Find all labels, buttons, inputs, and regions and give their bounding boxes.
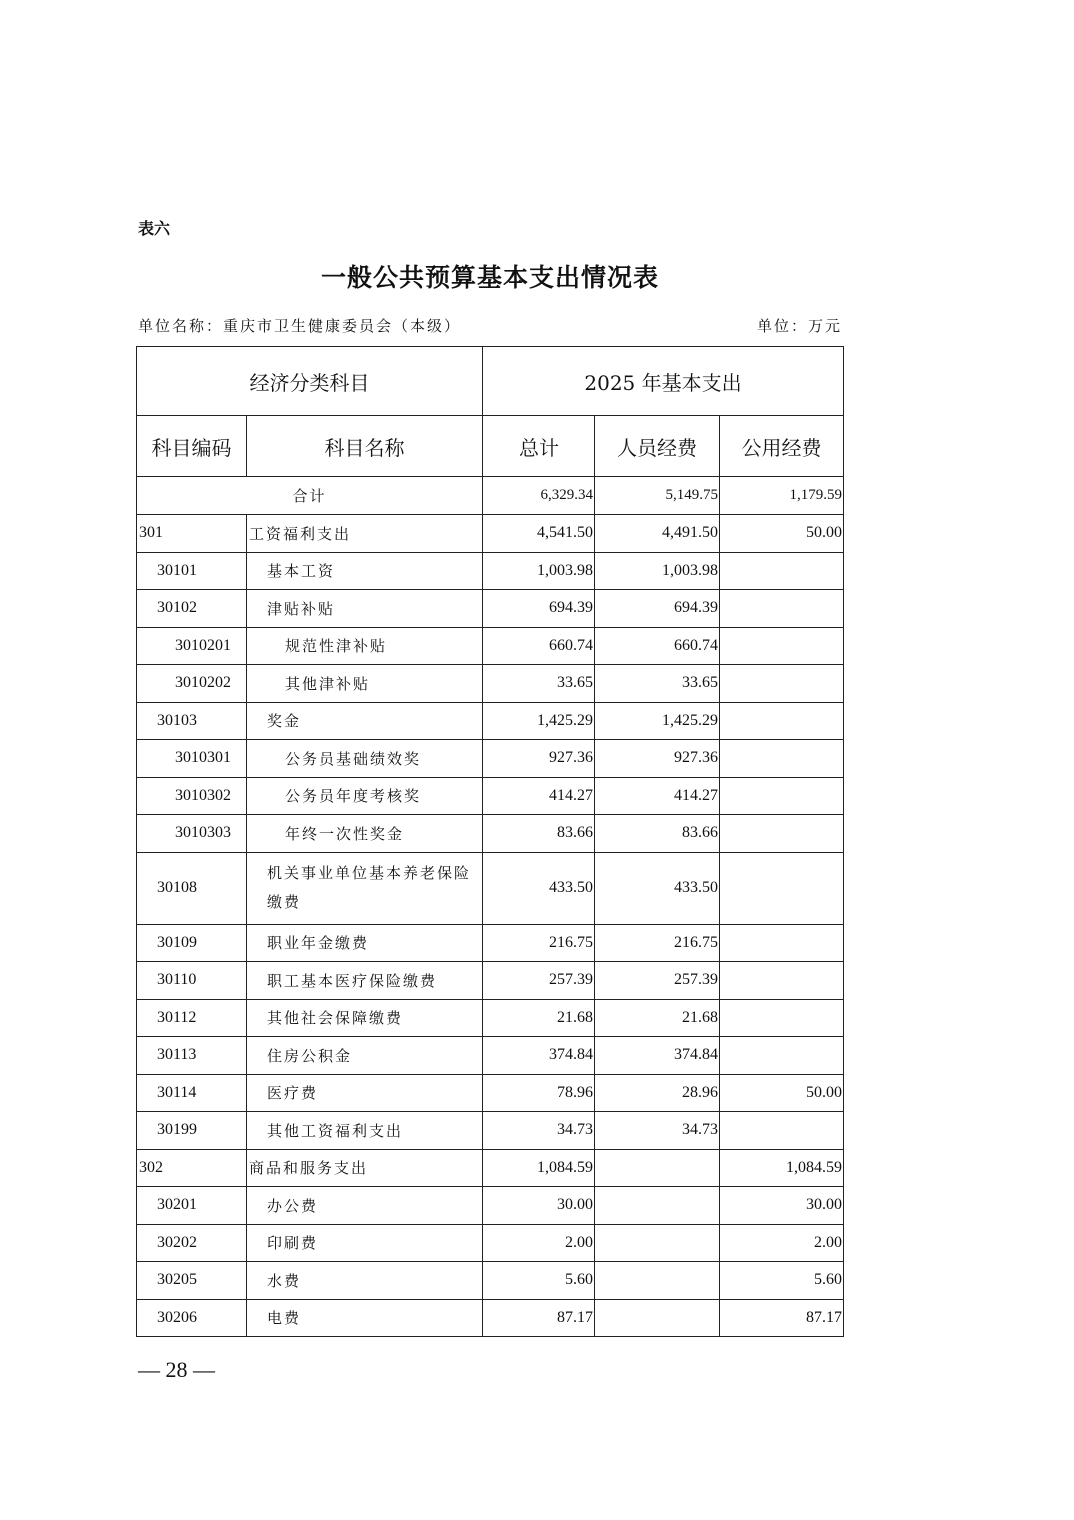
row-name: 电费: [247, 1299, 483, 1337]
row-total: 257.39: [483, 962, 595, 1000]
row-personnel: 4,491.50: [595, 515, 720, 553]
row-name: 其他津补贴: [247, 665, 483, 703]
total-personnel: 5,149.75: [595, 477, 720, 515]
row-personnel: 257.39: [595, 962, 720, 1000]
row-total: 83.66: [483, 815, 595, 853]
table-row: [137, 702, 844, 740]
table-row: [137, 1224, 844, 1262]
row-total: 78.96: [483, 1074, 595, 1112]
table-row: [137, 515, 844, 553]
row-public: [720, 702, 844, 740]
row-name: 津贴补贴: [247, 590, 483, 628]
row-personnel: 21.68: [595, 999, 720, 1037]
total-total: 6,329.34: [483, 477, 595, 515]
row-code: 30205: [137, 1262, 247, 1300]
table-row: [137, 924, 844, 962]
row-code: 30112: [137, 999, 247, 1037]
row-public: 50.00: [720, 1074, 844, 1112]
row-code: 30103: [137, 702, 247, 740]
row-code: 3010202: [137, 665, 247, 703]
row-name: 住房公积金: [247, 1037, 483, 1075]
row-code: 30113: [137, 1037, 247, 1075]
row-name: 基本工资: [247, 552, 483, 590]
row-total: 2.00: [483, 1224, 595, 1262]
table-row: [137, 665, 844, 703]
table-row: [137, 962, 844, 1000]
row-public: [720, 740, 844, 778]
row-public: [720, 777, 844, 815]
row-personnel: [595, 1299, 720, 1337]
row-code: 30206: [137, 1299, 247, 1337]
total-row: [137, 477, 844, 515]
table-row: [137, 590, 844, 628]
row-public: [720, 999, 844, 1037]
table-label: 表六: [138, 219, 171, 238]
row-personnel: 1,425.29: [595, 702, 720, 740]
row-name: 年终一次性奖金: [247, 815, 483, 853]
table-row: [137, 1187, 844, 1225]
row-public: [720, 962, 844, 1000]
row-total: 433.50: [483, 852, 595, 924]
row-public: 2.00: [720, 1224, 844, 1262]
row-total: 4,541.50: [483, 515, 595, 553]
table-row: [137, 1112, 844, 1150]
row-code: 30114: [137, 1074, 247, 1112]
row-total: 1,084.59: [483, 1149, 595, 1187]
row-personnel: 28.96: [595, 1074, 720, 1112]
row-code: 30110: [137, 962, 247, 1000]
row-public: [720, 627, 844, 665]
row-name: 医疗费: [247, 1074, 483, 1112]
row-total: 660.74: [483, 627, 595, 665]
table-row: [137, 1074, 844, 1112]
row-personnel: 433.50: [595, 852, 720, 924]
row-name: 水费: [247, 1262, 483, 1300]
row-personnel: 1,003.98: [595, 552, 720, 590]
row-personnel: 927.36: [595, 740, 720, 778]
row-public: [720, 665, 844, 703]
row-public: [720, 1112, 844, 1150]
table-row: [137, 1299, 844, 1337]
row-public: [720, 852, 844, 924]
row-total: 694.39: [483, 590, 595, 628]
row-name: 公务员年度考核奖: [247, 777, 483, 815]
total-public: 1,179.59: [720, 477, 844, 515]
header-name: 科目名称: [247, 416, 483, 477]
row-total: 33.65: [483, 665, 595, 703]
row-total: 34.73: [483, 1112, 595, 1150]
row-code: 3010303: [137, 815, 247, 853]
row-total: 21.68: [483, 999, 595, 1037]
header-total: 总计: [483, 416, 595, 477]
row-total: 1,425.29: [483, 702, 595, 740]
table-row: [137, 999, 844, 1037]
table-row: [137, 552, 844, 590]
header-public: 公用经费: [720, 416, 844, 477]
row-personnel: [595, 1187, 720, 1225]
unit-name: 单位名称：重庆市卫生健康委员会（本级）: [138, 317, 462, 335]
row-personnel: [595, 1262, 720, 1300]
row-name: 机关事业单位基本养老保险缴费: [247, 852, 483, 924]
header-economic-category: 经济分类科目: [137, 347, 483, 416]
row-total: 87.17: [483, 1299, 595, 1337]
row-code: 30102: [137, 590, 247, 628]
row-name: 其他工资福利支出: [247, 1112, 483, 1150]
row-personnel: 660.74: [595, 627, 720, 665]
header-basic-expenditure: 2025 年基本支出: [483, 347, 844, 416]
row-code: 30101: [137, 552, 247, 590]
page-number: — 28 —: [138, 1357, 215, 1382]
row-personnel: 83.66: [595, 815, 720, 853]
total-label: 合计: [137, 477, 483, 515]
row-personnel: 33.65: [595, 665, 720, 703]
table-row: [137, 1149, 844, 1187]
row-personnel: 374.84: [595, 1037, 720, 1075]
row-total: 927.36: [483, 740, 595, 778]
row-public: 87.17: [720, 1299, 844, 1337]
row-personnel: 34.73: [595, 1112, 720, 1150]
page-title: 一般公共预算基本支出情况表: [320, 263, 659, 292]
row-code: 3010302: [137, 777, 247, 815]
row-total: 1,003.98: [483, 552, 595, 590]
row-public: 30.00: [720, 1187, 844, 1225]
row-public: [720, 552, 844, 590]
row-name: 职工基本医疗保险缴费: [247, 962, 483, 1000]
row-personnel: 694.39: [595, 590, 720, 628]
row-code: 30109: [137, 924, 247, 962]
row-public: 1,084.59: [720, 1149, 844, 1187]
row-name: 商品和服务支出: [247, 1149, 483, 1187]
table-row: [137, 1037, 844, 1075]
row-name: 奖金: [247, 702, 483, 740]
table-row: [137, 740, 844, 778]
row-name: 工资福利支出: [247, 515, 483, 553]
row-personnel: [595, 1149, 720, 1187]
row-name: 规范性津补贴: [247, 627, 483, 665]
table-row: [137, 815, 844, 853]
row-name: 公务员基础绩效奖: [247, 740, 483, 778]
row-public: 5.60: [720, 1262, 844, 1300]
row-total: 216.75: [483, 924, 595, 962]
table-row: [137, 852, 844, 924]
header-code: 科目编码: [137, 416, 247, 477]
table-row: [137, 627, 844, 665]
row-code: 3010301: [137, 740, 247, 778]
row-personnel: [595, 1224, 720, 1262]
row-name: 其他社会保障缴费: [247, 999, 483, 1037]
table-row: [137, 777, 844, 815]
row-code: 30201: [137, 1187, 247, 1225]
header-personnel: 人员经费: [595, 416, 720, 477]
row-public: [720, 924, 844, 962]
row-public: [720, 815, 844, 853]
header-row-group: [137, 347, 844, 416]
unit-label: 单位：万元: [756, 317, 842, 335]
row-code: 3010201: [137, 627, 247, 665]
row-code: 30108: [137, 852, 247, 924]
row-code: 301: [137, 515, 247, 553]
row-total: 414.27: [483, 777, 595, 815]
row-name: 印刷费: [247, 1224, 483, 1262]
row-total: 374.84: [483, 1037, 595, 1075]
row-code: 30199: [137, 1112, 247, 1150]
header-row-columns: [137, 416, 844, 477]
row-code: 302: [137, 1149, 247, 1187]
row-code: 30202: [137, 1224, 247, 1262]
row-public: [720, 590, 844, 628]
row-name: 职业年金缴费: [247, 924, 483, 962]
row-public: 50.00: [720, 515, 844, 553]
row-personnel: 216.75: [595, 924, 720, 962]
row-total: 5.60: [483, 1262, 595, 1300]
row-total: 30.00: [483, 1187, 595, 1225]
row-personnel: 414.27: [595, 777, 720, 815]
row-name: 办公费: [247, 1187, 483, 1225]
budget-table: [136, 346, 844, 1337]
row-public: [720, 1037, 844, 1075]
table-row: [137, 1262, 844, 1300]
